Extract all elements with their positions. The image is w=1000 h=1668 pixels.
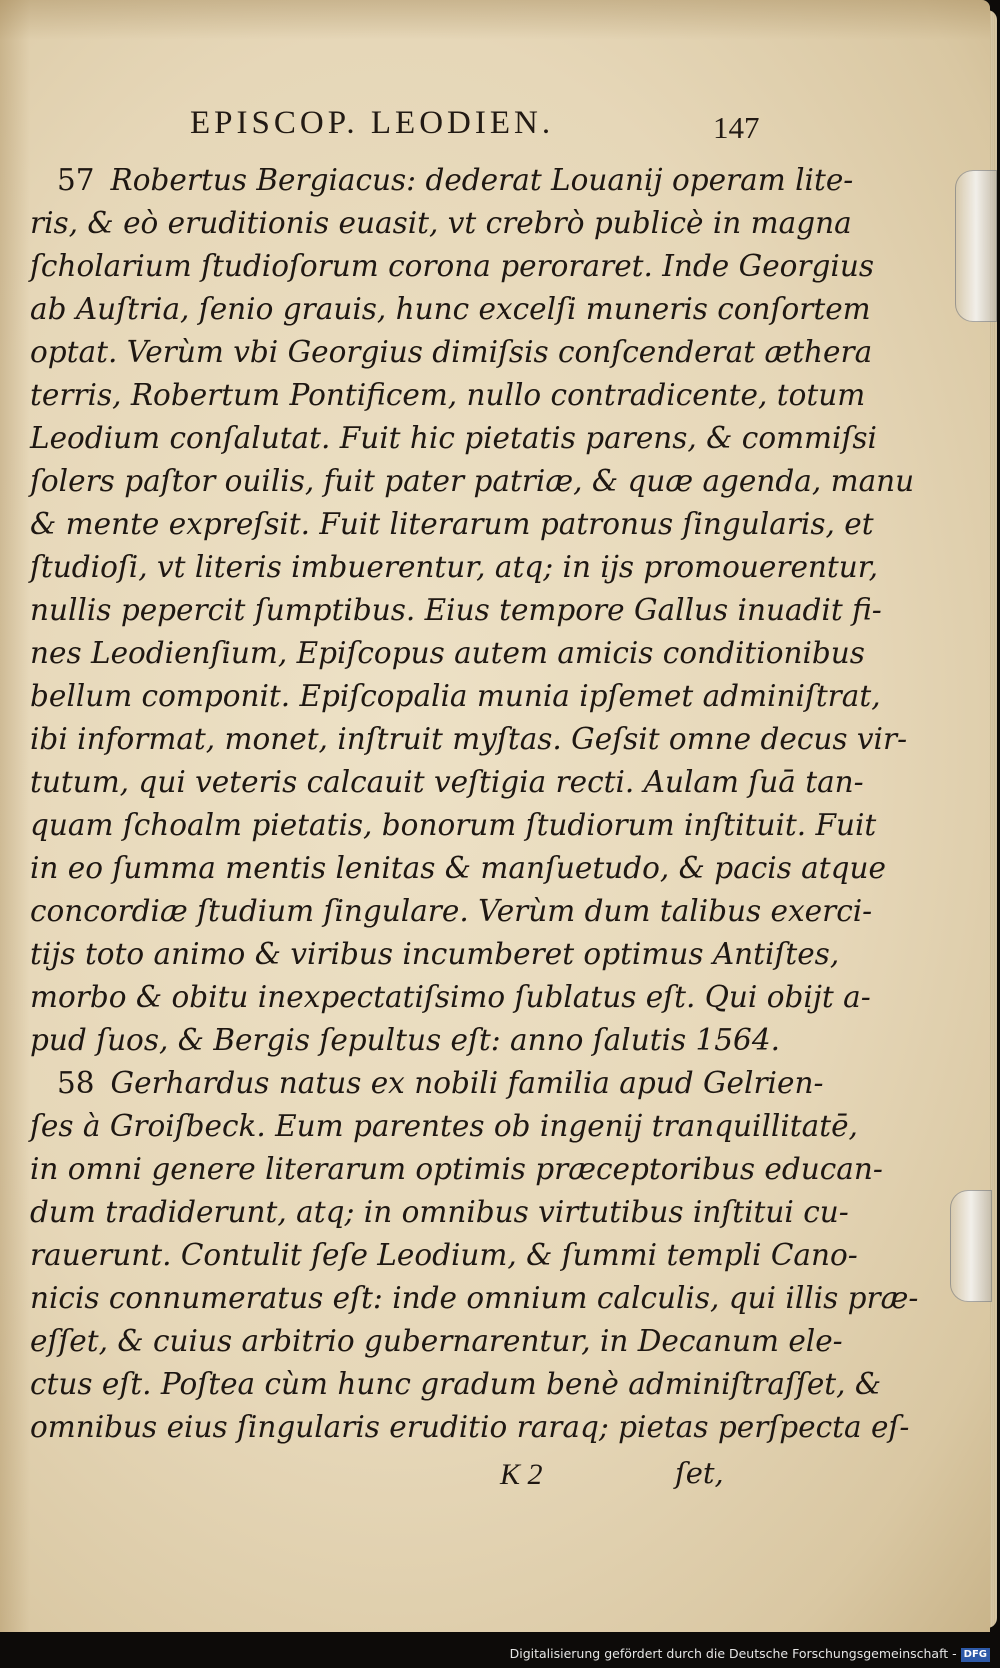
text-line: ab Auſtria, ſenio grauis, hunc excelſi muneris conſortem <box>30 292 871 326</box>
text-line: ſcholarium ſtudioſorum corona peroraret. Inde Georgius <box>30 249 874 283</box>
page-clip-upper <box>955 170 997 322</box>
text-line: 57 Robertus Bergiacus: dederat Louanij operam lite- <box>57 163 854 197</box>
text-line: dum tradiderunt, atq; in omnibus virtutibus inſtitui cu- <box>30 1195 849 1229</box>
text-line: eſſet, & cuius arbitrio gubernarentur, in Decanum ele- <box>30 1324 843 1358</box>
text-line: bellum componit. Epiſcopalia munia ipſemet adminiſtrat, <box>30 679 881 713</box>
text-line: concordiæ ſtudium ſingulare. Verùm dum talibus exerci- <box>30 894 873 928</box>
catchword: ſet, <box>675 1456 724 1490</box>
page-clip-lower <box>950 1190 992 1302</box>
credit-text: Digitalisierung gefördert durch die Deutsche Forschungsgemeinschaft - <box>509 1646 957 1661</box>
text-line: quam ſchoalm pietatis, bonorum ſtudiorum inſtituit. Fuit <box>30 808 877 842</box>
dfg-logo: DFG <box>961 1648 990 1662</box>
text-line: nullis pepercit ſumptibus. Eius tempore Gallus inuadit fi- <box>30 593 882 627</box>
text-line: ſolers paſtor ouilis, fuit pater patriæ, & quæ agenda, manu <box>30 464 915 498</box>
digitization-credit <box>500 1644 990 1664</box>
text-line: ſtudioſi, vt literis imbuerentur, atq; in ijs promouerentur, <box>30 550 879 584</box>
text-line: tutum, qui veteris calcauit veſtigia recti. Aulam ſuā tan- <box>30 765 864 799</box>
text-line: in eo ſumma mentis lenitas & manſuetudo, & pacis atque <box>30 851 886 885</box>
text-line: pud ſuos, & Bergis ſepultus eſt: anno ſalutis 1564. <box>30 1023 780 1057</box>
text-line: ctus eſt. Poſtea cùm hunc gradum benè adminiſtraſſet, & <box>30 1367 882 1401</box>
running-head: EPISCOP. LEODIEN. <box>190 105 555 141</box>
text-line: ſes à Groiſbeck. Eum parentes ob ingenij tranquillitatē, <box>30 1109 858 1143</box>
text-line: terris, Robertum Pontificem, nullo contradicente, totum <box>30 378 866 412</box>
page-stain-left <box>0 0 30 1632</box>
paragraph-number: 58 <box>57 1066 95 1100</box>
text-line: ris, & eò eruditionis euasit, vt crebrò publicè in magna <box>30 206 852 240</box>
text-line: morbo & obitu inexpectatiſsimo ſublatus eſt. Qui obijt a- <box>30 980 871 1014</box>
text-line: omnibus eius ſingularis eruditio raraq; pietas perſpecta eſ- <box>30 1410 910 1444</box>
text-line: tijs toto animo & viribus incumberet optimus Antiſtes, <box>30 937 840 971</box>
text-line: ibi informat, monet, inſtruit myſtas. Geſsit omne decus vir- <box>30 722 908 756</box>
folio-number: 147 <box>713 110 760 145</box>
signature-mark: K 2 <box>500 1458 543 1491</box>
text-line: in omni genere literarum optimis præceptoribus educan- <box>30 1152 883 1186</box>
text-line: 58 Gerhardus natus ex nobili familia apud Gelrien- <box>57 1066 824 1100</box>
text-line: nes Leodienſium, Epiſcopus autem amicis conditionibus <box>30 636 865 670</box>
page-stain-top <box>0 0 990 40</box>
text-line: Leodium conſalutat. Fuit hic pietatis parens, & commiſsi <box>30 421 877 455</box>
text-line: nicis connumeratus eſt: inde omnium calculis, qui illis præ- <box>30 1281 919 1315</box>
text-line: optat. Verùm vbi Georgius dimiſsis conſcenderat æthera <box>30 335 873 369</box>
paragraph-number: 57 <box>57 163 95 197</box>
text-line: rauerunt. Contulit ſeſe Leodium, & ſummi templi Cano- <box>30 1238 858 1272</box>
text-line: & mente expreſsit. Fuit literarum patronus ſingularis, et <box>30 507 874 541</box>
